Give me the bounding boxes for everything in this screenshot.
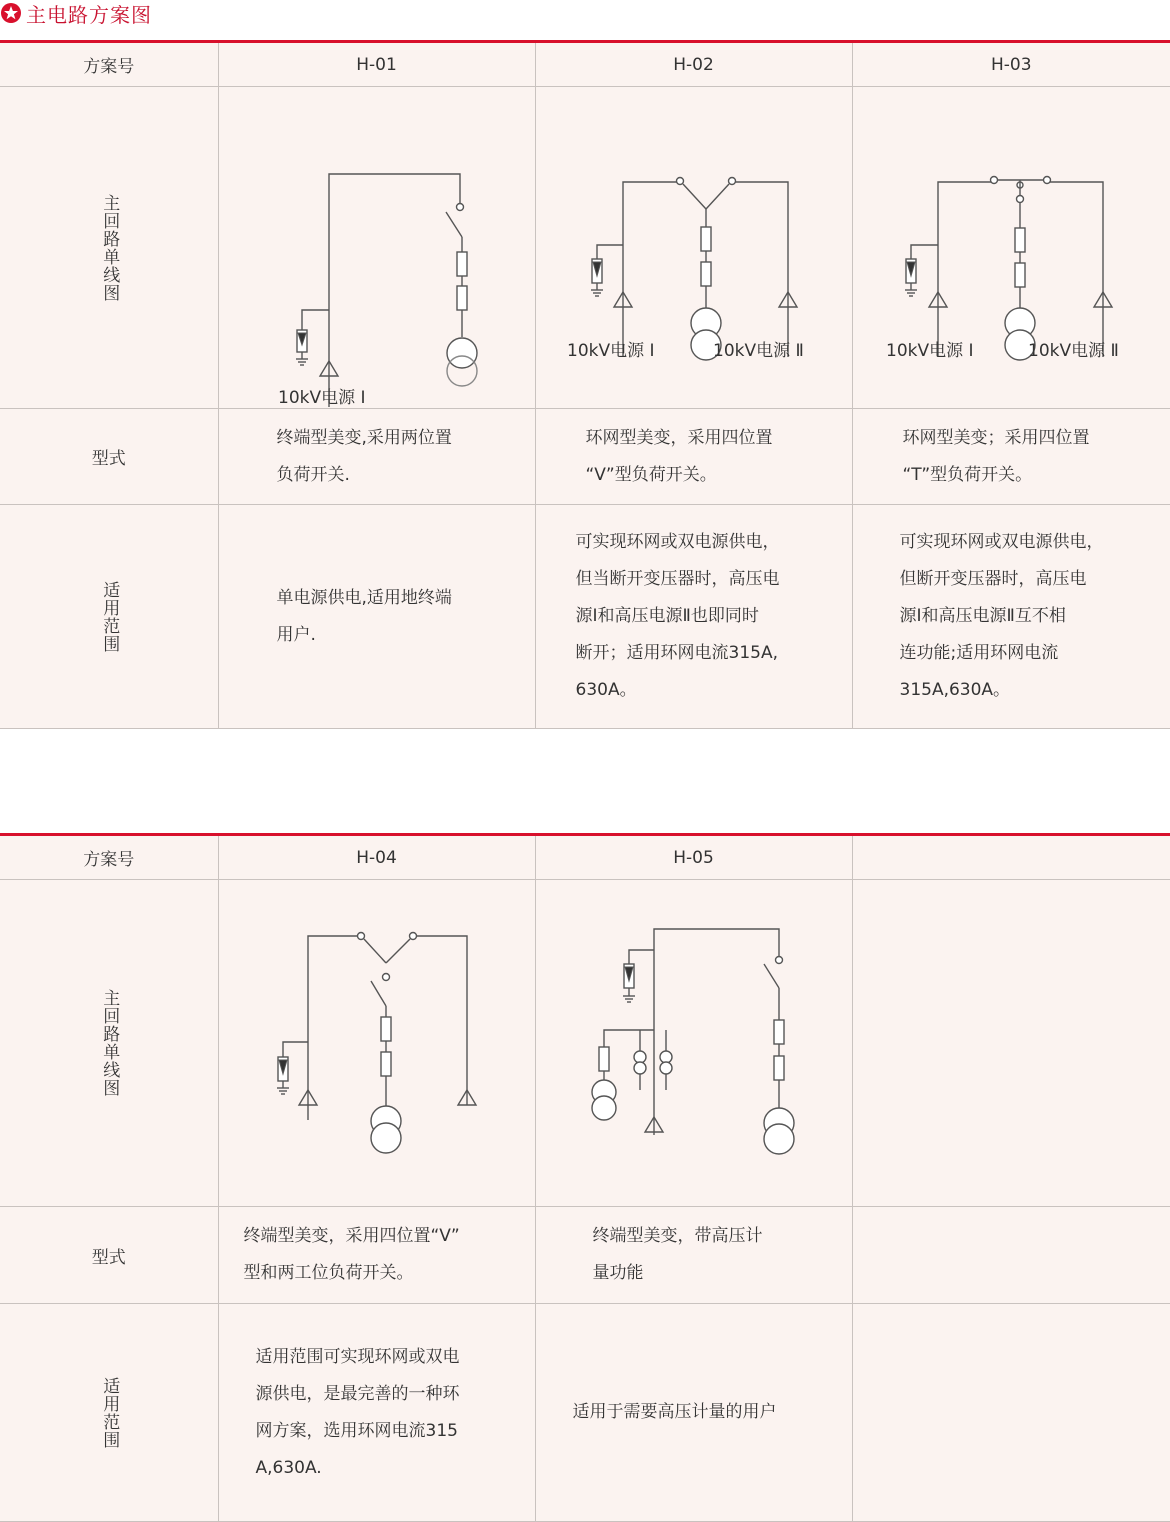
star-badge-icon <box>0 2 22 24</box>
diagram-h05 <box>535 880 852 1207</box>
row-label-type: 型式 <box>0 409 218 505</box>
row-label-scope: 适用范围 <box>0 1304 218 1522</box>
type-h04: 终端型美变，采用四位置“V” 型和两工位负荷开关。 <box>218 1207 535 1304</box>
header-scheme-id: H-05 <box>535 836 852 880</box>
diagram-label: 10kV电源 Ⅱ <box>1027 341 1119 361</box>
type-empty <box>852 1207 1170 1304</box>
diagram-h02 <box>535 87 852 409</box>
type-row <box>0 409 1170 505</box>
scope-h05: 适用于需要高压计量的用户 <box>535 1304 852 1522</box>
header-scheme-id: H-02 <box>535 43 852 87</box>
row-label-scope: 适用范围 <box>0 505 218 729</box>
header-scheme-label: 方案号 <box>0 43 218 87</box>
row-label-type: 型式 <box>0 1207 218 1304</box>
row-label-diagram: 主回路单线图 <box>0 880 218 1207</box>
diagram-label: 10kV电源 Ⅰ <box>885 341 974 361</box>
diagram-h01 <box>218 87 535 409</box>
diagram-h04 <box>218 880 535 1207</box>
scope-row <box>0 505 1170 729</box>
scope-empty <box>852 1304 1170 1522</box>
diagram-label: 10kV电源 Ⅰ <box>277 388 366 408</box>
diagram-label: 10kV电源 Ⅰ <box>566 341 655 361</box>
type-h05: 终端型美变，带高压计 量功能 <box>535 1207 852 1304</box>
scope-row <box>0 1304 1170 1522</box>
scope-h03: 可实现环网或双电源供电， 但断开变压器时，高压电 源Ⅰ和高压电源Ⅱ互不相 连功能;适用环网电流 315A,630A。 <box>852 505 1170 729</box>
scope-h02: 可实现环网或双电源供电， 但当断开变压器时，高压电 源Ⅰ和高压电源Ⅱ也即同时 断开；适用环网电流315A, 630A。 <box>535 505 852 729</box>
table-header-row <box>0 43 1170 87</box>
scheme-table-2 <box>0 836 1170 1522</box>
table-header-row <box>0 836 1170 880</box>
header-scheme-label: 方案号 <box>0 836 218 880</box>
page-heading <box>0 0 152 26</box>
type-h03: 环网型美变；采用四位置 “T”型负荷开关。 <box>852 409 1170 505</box>
header-scheme-id: H-04 <box>218 836 535 880</box>
diagram-row <box>0 87 1170 409</box>
diagram-empty <box>852 880 1170 1207</box>
type-row <box>0 1207 1170 1304</box>
scope-h01: 单电源供电,适用地终端 用户. <box>218 505 535 729</box>
type-h02: 环网型美变，采用四位置 “V”型负荷开关。 <box>535 409 852 505</box>
header-scheme-id: H-01 <box>218 43 535 87</box>
page-title: 主电路方案图 <box>26 2 152 27</box>
diagram-h03 <box>852 87 1170 409</box>
header-scheme-id-empty <box>852 836 1170 880</box>
row-label-diagram: 主回路单线图 <box>0 87 218 409</box>
type-h01: 终端型美变,采用两位置 负荷开关. <box>218 409 535 505</box>
diagram-row <box>0 880 1170 1207</box>
diagram-label: 10kV电源 Ⅱ <box>712 341 804 361</box>
header-scheme-id: H-03 <box>852 43 1170 87</box>
scope-h04: 适用范围可实现环网或双电 源供电，是最完善的一种环 网方案，选用环网电流315 A,630A. <box>218 1304 535 1522</box>
scheme-table-1 <box>0 43 1170 729</box>
